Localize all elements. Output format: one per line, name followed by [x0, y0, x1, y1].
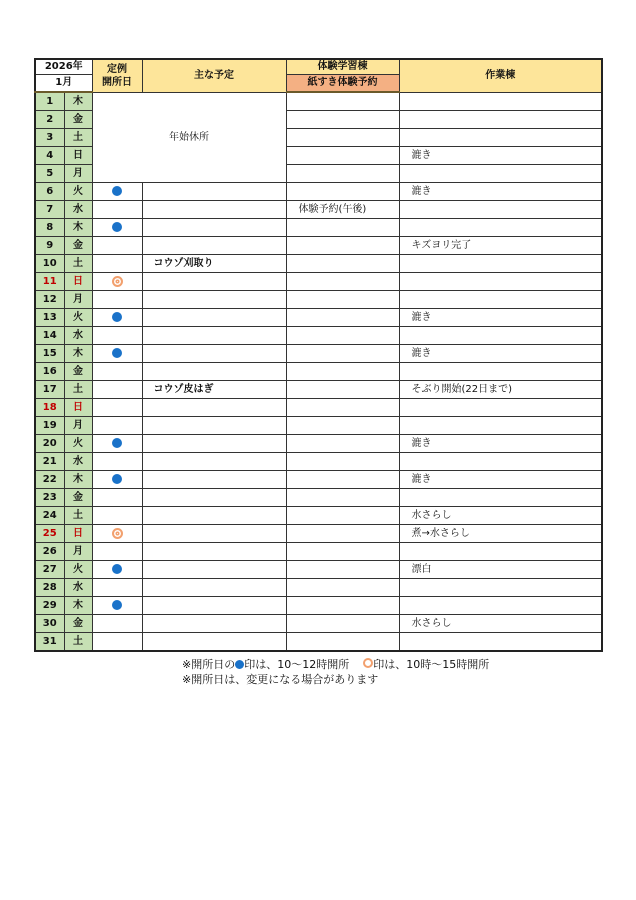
- weekday-cell: 火: [64, 183, 92, 201]
- date-cell: 26: [35, 543, 64, 561]
- taiken-cell: [286, 165, 399, 183]
- date-cell: 10: [35, 255, 64, 273]
- sagyo-cell: [399, 327, 602, 345]
- date-cell: 17: [35, 381, 64, 399]
- sagyo-cell: そぶり開始(22日まで): [399, 381, 602, 399]
- day-row: [35, 219, 602, 237]
- date-cell: 8: [35, 219, 64, 237]
- main-schedule-cell: [142, 363, 286, 381]
- open-day-cell: [92, 471, 142, 489]
- taiken-cell: [286, 345, 399, 363]
- blue-dot-icon: [112, 222, 122, 232]
- taiken-cell: [286, 615, 399, 633]
- sagyo-building-header: 作業棟: [399, 59, 602, 92]
- taiken-cell: [286, 453, 399, 471]
- date-cell: 2: [35, 111, 64, 129]
- open-day-cell: [92, 417, 142, 435]
- sagyo-cell: [399, 453, 602, 471]
- open-day-cell: [92, 291, 142, 309]
- footnote-hours: [182, 657, 489, 672]
- sagyo-cell: [399, 219, 602, 237]
- sagyo-cell: 水さらし: [399, 507, 602, 525]
- open-day-cell: [92, 363, 142, 381]
- day-row: [35, 255, 602, 273]
- taiken-cell: [286, 381, 399, 399]
- open-day-cell: [92, 237, 142, 255]
- taiken-cell: [286, 92, 399, 111]
- weekday-cell: 水: [64, 579, 92, 597]
- sagyo-cell: 漉き: [399, 183, 602, 201]
- sagyo-cell: [399, 597, 602, 615]
- main-schedule-cell: [142, 615, 286, 633]
- open-day-cell: [92, 633, 142, 652]
- main-schedule-cell: [142, 525, 286, 543]
- sagyo-cell: 漉き: [399, 147, 602, 165]
- weekday-cell: 金: [64, 111, 92, 129]
- weekday-cell: 日: [64, 399, 92, 417]
- open-day-cell: [92, 543, 142, 561]
- main-schedule-cell: [142, 543, 286, 561]
- weekday-cell: 水: [64, 201, 92, 219]
- date-cell: 6: [35, 183, 64, 201]
- taiken-cell: [286, 291, 399, 309]
- taiken-cell: [286, 399, 399, 417]
- weekday-cell: 木: [64, 92, 92, 111]
- sagyo-cell: [399, 165, 602, 183]
- main-schedule-cell: [142, 219, 286, 237]
- day-row: [35, 381, 602, 399]
- taiken-cell: [286, 633, 399, 652]
- date-cell: 9: [35, 237, 64, 255]
- date-cell: 20: [35, 435, 64, 453]
- taiken-cell: [286, 111, 399, 129]
- open-day-cell: [92, 453, 142, 471]
- taiken-cell: 体験予約(午後): [286, 201, 399, 219]
- day-row: [35, 201, 602, 219]
- sagyo-cell: [399, 579, 602, 597]
- header-row-top: [35, 59, 602, 75]
- main-schedule-cell: [142, 309, 286, 327]
- open-day-cell: [92, 489, 142, 507]
- date-cell: 30: [35, 615, 64, 633]
- taiken-cell: [286, 309, 399, 327]
- weekday-cell: 火: [64, 435, 92, 453]
- date-cell: 23: [35, 489, 64, 507]
- date-cell: 14: [35, 327, 64, 345]
- date-cell: 24: [35, 507, 64, 525]
- weekday-cell: 金: [64, 237, 92, 255]
- taiken-cell: [286, 129, 399, 147]
- main-schedule-cell: [142, 435, 286, 453]
- teirei-line2: 開所日: [102, 76, 132, 88]
- sagyo-cell: キズヨリ完了: [399, 237, 602, 255]
- orange-double-circle-icon: [363, 658, 373, 668]
- main-schedule-cell: コウゾ刈取り: [142, 255, 286, 273]
- sagyo-cell: [399, 291, 602, 309]
- schedule-table: [34, 58, 603, 652]
- open-day-cell: [92, 273, 142, 291]
- date-cell: 15: [35, 345, 64, 363]
- sagyo-cell: 漉き: [399, 309, 602, 327]
- weekday-cell: 土: [64, 129, 92, 147]
- sagyo-cell: 水さらし: [399, 615, 602, 633]
- main-schedule-cell: [142, 561, 286, 579]
- date-cell: 25: [35, 525, 64, 543]
- sagyo-cell: 煮→水さらし: [399, 525, 602, 543]
- taiken-sub-header: 紙すき体験予約: [286, 75, 399, 93]
- day-row: [35, 291, 602, 309]
- date-cell: 31: [35, 633, 64, 652]
- date-cell: 3: [35, 129, 64, 147]
- calendar-sheet: [34, 58, 601, 652]
- sagyo-cell: [399, 111, 602, 129]
- day-row: [35, 561, 602, 579]
- open-day-cell: [92, 579, 142, 597]
- day-row: [35, 417, 602, 435]
- date-cell: 21: [35, 453, 64, 471]
- weekday-cell: 土: [64, 381, 92, 399]
- open-day-cell: [92, 597, 142, 615]
- taiken-cell: [286, 489, 399, 507]
- main-schedule-cell: [142, 453, 286, 471]
- taiken-cell: [286, 417, 399, 435]
- open-day-cell: [92, 345, 142, 363]
- blue-dot-icon: [235, 660, 244, 669]
- main-schedule-cell: コウゾ皮はぎ: [142, 381, 286, 399]
- sagyo-cell: [399, 543, 602, 561]
- new-year-closed-block: 年始休所: [92, 92, 286, 183]
- blue-dot-icon: [112, 564, 122, 574]
- weekday-cell: 金: [64, 363, 92, 381]
- main-schedule-cell: [142, 417, 286, 435]
- weekday-cell: 土: [64, 633, 92, 652]
- open-day-cell: [92, 219, 142, 237]
- sagyo-cell: 漉き: [399, 471, 602, 489]
- footnotes: [182, 657, 489, 687]
- weekday-cell: 土: [64, 507, 92, 525]
- blue-dot-icon: [112, 348, 122, 358]
- taiken-cell: [286, 435, 399, 453]
- weekday-cell: 月: [64, 417, 92, 435]
- day-row: [35, 273, 602, 291]
- sagyo-cell: [399, 201, 602, 219]
- month-label: 1月: [35, 75, 92, 93]
- taiken-cell: [286, 183, 399, 201]
- blue-dot-icon: [112, 312, 122, 322]
- weekday-cell: 月: [64, 291, 92, 309]
- sagyo-cell: [399, 255, 602, 273]
- main-schedule-cell: [142, 201, 286, 219]
- main-schedule-cell: [142, 345, 286, 363]
- main-schedule-cell: [142, 579, 286, 597]
- taiken-cell: [286, 327, 399, 345]
- taiken-cell: [286, 507, 399, 525]
- blue-dot-icon: [112, 186, 122, 196]
- date-cell: 29: [35, 597, 64, 615]
- day-row: [35, 579, 602, 597]
- open-day-cell: [92, 201, 142, 219]
- weekday-cell: 水: [64, 327, 92, 345]
- sagyo-cell: [399, 273, 602, 291]
- taiken-cell: [286, 543, 399, 561]
- open-day-cell: [92, 381, 142, 399]
- weekday-cell: 木: [64, 345, 92, 363]
- main-schedule-cell: [142, 291, 286, 309]
- day-row: [35, 507, 602, 525]
- weekday-cell: 火: [64, 561, 92, 579]
- date-cell: 11: [35, 273, 64, 291]
- weekday-cell: 日: [64, 273, 92, 291]
- blue-dot-icon: [112, 474, 122, 484]
- sagyo-cell: [399, 129, 602, 147]
- weekday-cell: 金: [64, 615, 92, 633]
- main-schedule-cell: [142, 633, 286, 652]
- main-schedule-cell: [142, 507, 286, 525]
- footnote-dot-text: 印は、10～12時開所: [244, 658, 350, 671]
- date-cell: 22: [35, 471, 64, 489]
- footnote-prefix: ※開所日の: [182, 658, 236, 671]
- taiken-cell: [286, 561, 399, 579]
- taiken-building-header: 体験学習棟: [286, 59, 399, 75]
- open-day-cell: [92, 183, 142, 201]
- sagyo-cell: [399, 363, 602, 381]
- day-row: [35, 615, 602, 633]
- date-cell: 16: [35, 363, 64, 381]
- taiken-cell: [286, 471, 399, 489]
- sagyo-cell: [399, 92, 602, 111]
- blue-dot-icon: [112, 438, 122, 448]
- date-cell: 28: [35, 579, 64, 597]
- weekday-cell: 木: [64, 597, 92, 615]
- sagyo-cell: [399, 633, 602, 652]
- taiken-cell: [286, 579, 399, 597]
- day-row: [35, 543, 602, 561]
- day-row: [35, 525, 602, 543]
- taiken-cell: [286, 147, 399, 165]
- open-day-cell: [92, 255, 142, 273]
- day-row: [35, 309, 602, 327]
- footnote-change: ※開所日は、変更になる場合があります: [182, 673, 379, 686]
- open-day-cell: [92, 399, 142, 417]
- taiken-cell: [286, 219, 399, 237]
- weekday-cell: 木: [64, 219, 92, 237]
- day-row: [35, 237, 602, 255]
- main-schedule-cell: [142, 489, 286, 507]
- day-row: [35, 363, 602, 381]
- weekday-cell: 月: [64, 165, 92, 183]
- teirei-header: [92, 59, 142, 92]
- teirei-line1: 定例: [107, 63, 127, 75]
- sagyo-cell: [399, 399, 602, 417]
- weekday-cell: 日: [64, 525, 92, 543]
- main-schedule-cell: [142, 237, 286, 255]
- day-row: [35, 597, 602, 615]
- taiken-cell: [286, 255, 399, 273]
- day-row: [35, 327, 602, 345]
- open-day-cell: [92, 615, 142, 633]
- main-schedule-cell: [142, 327, 286, 345]
- weekday-cell: 水: [64, 453, 92, 471]
- date-cell: 27: [35, 561, 64, 579]
- sagyo-cell: 漂白: [399, 561, 602, 579]
- day-row: [35, 471, 602, 489]
- open-day-cell: [92, 327, 142, 345]
- open-day-cell: [92, 309, 142, 327]
- sagyo-cell: [399, 417, 602, 435]
- main-schedule-cell: [142, 471, 286, 489]
- date-cell: 13: [35, 309, 64, 327]
- main-schedule-cell: [142, 399, 286, 417]
- day-row: [35, 453, 602, 471]
- orange-double-circle-icon: [112, 528, 123, 539]
- taiken-cell: [286, 525, 399, 543]
- weekday-cell: 日: [64, 147, 92, 165]
- day-row: [35, 92, 602, 111]
- sagyo-cell: 漉き: [399, 435, 602, 453]
- sagyo-cell: [399, 489, 602, 507]
- main-schedule-cell: [142, 597, 286, 615]
- taiken-cell: [286, 363, 399, 381]
- taiken-cell: [286, 237, 399, 255]
- date-cell: 4: [35, 147, 64, 165]
- year-label: 2026年: [35, 59, 92, 75]
- main-schedule-cell: [142, 273, 286, 291]
- day-row: [35, 183, 602, 201]
- day-row: [35, 399, 602, 417]
- date-cell: 18: [35, 399, 64, 417]
- main-schedule-header: 主な予定: [142, 59, 286, 92]
- open-day-cell: [92, 435, 142, 453]
- day-row: [35, 489, 602, 507]
- weekday-cell: 月: [64, 543, 92, 561]
- day-row: [35, 435, 602, 453]
- taiken-cell: [286, 273, 399, 291]
- weekday-cell: 火: [64, 309, 92, 327]
- weekday-cell: 木: [64, 471, 92, 489]
- blue-dot-icon: [112, 600, 122, 610]
- date-cell: 5: [35, 165, 64, 183]
- date-cell: 1: [35, 92, 64, 111]
- open-day-cell: [92, 525, 142, 543]
- day-row: [35, 345, 602, 363]
- sagyo-cell: 漉き: [399, 345, 602, 363]
- open-day-cell: [92, 561, 142, 579]
- weekday-cell: 土: [64, 255, 92, 273]
- day-row: [35, 633, 602, 652]
- main-schedule-cell: [142, 183, 286, 201]
- weekday-cell: 金: [64, 489, 92, 507]
- taiken-cell: [286, 597, 399, 615]
- date-cell: 7: [35, 201, 64, 219]
- orange-double-circle-icon: [112, 276, 123, 287]
- open-day-cell: [92, 507, 142, 525]
- date-cell: 19: [35, 417, 64, 435]
- footnote-ring-text: 印は、10時～15時開所: [373, 658, 490, 671]
- date-cell: 12: [35, 291, 64, 309]
